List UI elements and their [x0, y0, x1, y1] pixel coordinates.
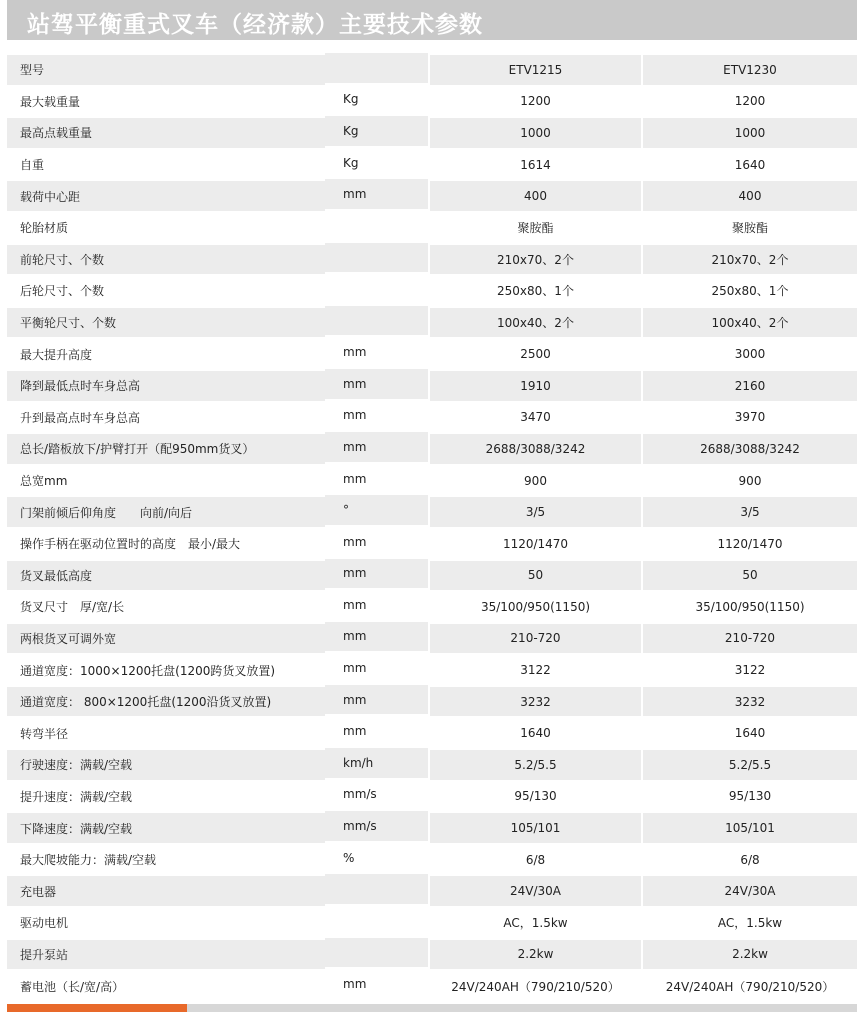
table-row — [7, 687, 857, 717]
spec-value-etv1230-cell: 400 — [641, 181, 857, 211]
spec-name-cell: 自重 — [20, 158, 45, 173]
spec-name-cell: 最大提升高度 — [20, 347, 93, 362]
title-bar — [7, 0, 857, 40]
spec-unit-cell: Kg — [343, 92, 359, 107]
spec-unit-cell: mm — [325, 559, 428, 589]
table-row — [7, 434, 857, 464]
spec-name-cell: 货叉最低高度 — [7, 561, 325, 591]
spec-value-etv1230-cell: 24V/30A — [641, 876, 857, 906]
spec-value-etv1215-cell: 6/8 — [428, 845, 641, 875]
spec-value-etv1230-cell: 210-720 — [641, 624, 857, 654]
table-row — [7, 529, 857, 559]
spec-unit-cell — [325, 938, 428, 968]
spec-value-etv1215-cell: 1640 — [428, 718, 641, 748]
spec-value-etv1230-cell: 250x80、1个 — [641, 276, 857, 306]
spec-value-etv1230-cell: 1640 — [641, 718, 857, 748]
spec-value-etv1215-cell: 2688/3088/3242 — [428, 434, 641, 464]
spec-value-etv1215-cell: 1200 — [428, 87, 641, 117]
spec-value-etv1230-cell: 35/100/950(1150) — [641, 592, 857, 622]
spec-value-etv1230-cell: 900 — [641, 466, 857, 496]
spec-value-etv1215-cell: 1910 — [428, 371, 641, 401]
spec-name-cell: 总长/踏板放下/护臂打开（配950mm货叉） — [7, 434, 325, 464]
footer-accent-bar — [7, 1004, 187, 1012]
spec-unit-cell: mm — [343, 471, 367, 486]
spec-unit-cell — [325, 874, 428, 904]
spec-unit-cell: % — [343, 850, 355, 865]
spec-unit-cell — [325, 274, 428, 304]
table-row — [7, 655, 857, 685]
table-row — [7, 971, 857, 1001]
spec-value-etv1215-cell: 3470 — [428, 403, 641, 433]
spec-value-etv1230-cell: AC，1.5kw — [641, 908, 857, 938]
table-row — [7, 181, 857, 211]
spec-unit-cell: mm — [325, 179, 428, 209]
spec-value-etv1230-cell: ETV1230 — [641, 55, 857, 85]
spec-value-etv1215-cell: 250x80、1个 — [428, 276, 641, 306]
spec-unit-cell: mm — [343, 661, 367, 676]
table-row — [7, 718, 857, 748]
spec-value-etv1215-cell: 5.2/5.5 — [428, 750, 641, 780]
table-row — [7, 845, 857, 875]
spec-value-etv1215-cell: 1120/1470 — [428, 529, 641, 559]
spec-value-etv1230-cell: 1000 — [641, 118, 857, 148]
table-row — [7, 592, 857, 622]
spec-value-etv1215-cell: 3122 — [428, 655, 641, 685]
table-row — [7, 308, 857, 338]
spec-value-etv1230-cell: 1120/1470 — [641, 529, 857, 559]
spec-value-etv1215-cell: 95/130 — [428, 782, 641, 812]
spec-value-etv1215-cell: 聚胺酯 — [428, 213, 641, 243]
table-row — [7, 466, 857, 496]
table-row — [7, 561, 857, 591]
spec-unit-cell: mm — [325, 369, 428, 399]
table-row — [7, 245, 857, 275]
spec-name-cell: 轮胎材质 — [20, 221, 69, 236]
spec-name-cell: 最大爬坡能力：满载/空载 — [20, 853, 157, 868]
spec-unit-cell — [325, 211, 428, 241]
spec-name-cell: 平衡轮尺寸、个数 — [7, 308, 325, 338]
spec-name-cell: 型号 — [7, 55, 325, 85]
spec-value-etv1215-cell: 2.2kw — [428, 940, 641, 970]
spec-value-etv1215-cell: ETV1215 — [428, 55, 641, 85]
spec-value-etv1230-cell: 3970 — [641, 403, 857, 433]
spec-value-etv1230-cell: 2160 — [641, 371, 857, 401]
spec-name-cell: 提升速度：满载/空载 — [20, 789, 133, 804]
spec-name-cell: 最大载重量 — [20, 94, 81, 109]
spec-value-etv1215-cell: 3232 — [428, 687, 641, 717]
spec-value-etv1215-cell: 24V/30A — [428, 876, 641, 906]
spec-name-cell: 蓄电池（长/宽/高） — [20, 979, 125, 994]
spec-unit-cell — [325, 53, 428, 83]
spec-name-cell: 转弯半径 — [20, 726, 69, 741]
table-row — [7, 940, 857, 970]
spec-name-cell: 升到最高点时车身总高 — [20, 410, 141, 425]
table-row — [7, 624, 857, 654]
spec-unit-cell: ° — [325, 495, 428, 525]
spec-value-etv1230-cell: 3/5 — [641, 497, 857, 527]
spec-value-etv1230-cell: 1200 — [641, 87, 857, 117]
spec-value-etv1215-cell: 400 — [428, 181, 641, 211]
spec-value-etv1215-cell: 24V/240AH（790/210/520） — [428, 971, 641, 1001]
table-row — [7, 213, 857, 243]
table-row — [7, 876, 857, 906]
spec-name-cell: 行驶速度：满载/空载 — [7, 750, 325, 780]
spec-value-etv1230-cell: 6/8 — [641, 845, 857, 875]
spec-value-etv1215-cell: 900 — [428, 466, 641, 496]
spec-unit-cell: mm — [343, 345, 367, 360]
spec-value-etv1215-cell: 105/101 — [428, 813, 641, 843]
spec-value-etv1230-cell: 2.2kw — [641, 940, 857, 970]
spec-value-etv1215-cell: 100x40、2个 — [428, 308, 641, 338]
spec-value-etv1230-cell: 3232 — [641, 687, 857, 717]
spec-value-etv1230-cell: 聚胺酯 — [641, 213, 857, 243]
spec-value-etv1215-cell: AC，1.5kw — [428, 908, 641, 938]
table-row — [7, 813, 857, 843]
spec-name-cell: 门架前倾后仰角度 向前/向后 — [7, 497, 325, 527]
spec-value-etv1215-cell: 35/100/950(1150) — [428, 592, 641, 622]
spec-unit-cell: mm — [343, 724, 367, 739]
spec-value-etv1230-cell: 24V/240AH（790/210/520） — [641, 971, 857, 1001]
spec-unit-cell: mm — [325, 432, 428, 462]
spec-unit-cell — [325, 306, 428, 336]
spec-name-cell: 通道宽度： 800×1200托盘(1200沿货叉放置) — [7, 687, 325, 717]
spec-name-cell: 载荷中心距 — [7, 181, 325, 211]
spec-unit-cell: mm — [325, 685, 428, 715]
spec-name-cell: 后轮尺寸、个数 — [20, 284, 105, 299]
spec-value-etv1230-cell: 1640 — [641, 150, 857, 180]
spec-value-etv1215-cell: 3/5 — [428, 497, 641, 527]
spec-value-etv1230-cell: 3000 — [641, 339, 857, 369]
spec-name-cell: 两根货叉可调外宽 — [7, 624, 325, 654]
spec-name-cell: 最高点载重量 — [7, 118, 325, 148]
spec-unit-cell — [325, 906, 428, 936]
spec-unit-cell: mm/s — [325, 811, 428, 841]
spec-value-etv1230-cell: 2688/3088/3242 — [641, 434, 857, 464]
table-row — [7, 150, 857, 180]
spec-value-etv1230-cell: 50 — [641, 561, 857, 591]
spec-unit-cell: km/h — [325, 748, 428, 778]
spec-name-cell: 操作手柄在驱动位置时的高度 最小/最大 — [20, 537, 241, 552]
table-row — [7, 782, 857, 812]
page-title: 站驾平衡重式叉车（经济款）主要技术参数 — [27, 12, 483, 38]
spec-name-cell: 提升泵站 — [7, 940, 325, 970]
footer-bar — [7, 1004, 857, 1012]
spec-value-etv1215-cell: 1000 — [428, 118, 641, 148]
spec-value-etv1215-cell: 1614 — [428, 150, 641, 180]
spec-value-etv1215-cell: 2500 — [428, 339, 641, 369]
table-row — [7, 908, 857, 938]
spec-value-etv1230-cell: 5.2/5.5 — [641, 750, 857, 780]
spec-name-cell: 前轮尺寸、个数 — [7, 245, 325, 275]
spec-name-cell: 货叉尺寸 厚/宽/长 — [20, 600, 125, 615]
spec-table — [7, 55, 857, 1003]
spec-value-etv1230-cell: 3122 — [641, 655, 857, 685]
table-row — [7, 339, 857, 369]
spec-value-etv1230-cell: 95/130 — [641, 782, 857, 812]
spec-name-cell: 通道宽度：1000×1200托盘(1200跨货叉放置) — [20, 663, 276, 678]
spec-unit-cell: Kg — [325, 116, 428, 146]
table-row — [7, 87, 857, 117]
spec-value-etv1215-cell: 210x70、2个 — [428, 245, 641, 275]
spec-unit-cell: mm — [343, 597, 367, 612]
table-row — [7, 497, 857, 527]
table-row — [7, 371, 857, 401]
spec-name-cell: 下降速度：满载/空载 — [7, 813, 325, 843]
spec-name-cell: 充电器 — [7, 876, 325, 906]
table-row — [7, 276, 857, 306]
spec-name-cell: 降到最低点时车身总高 — [7, 371, 325, 401]
spec-unit-cell: mm — [343, 534, 367, 549]
spec-value-etv1215-cell: 50 — [428, 561, 641, 591]
spec-unit-cell — [325, 243, 428, 273]
spec-unit-cell: mm — [343, 977, 367, 992]
table-row — [7, 750, 857, 780]
spec-name-cell: 驱动电机 — [20, 916, 69, 931]
spec-unit-cell: mm — [325, 622, 428, 652]
table-row — [7, 118, 857, 148]
spec-unit-cell: mm — [343, 408, 367, 423]
spec-unit-cell: mm/s — [343, 787, 377, 802]
spec-value-etv1230-cell: 210x70、2个 — [641, 245, 857, 275]
table-row — [7, 403, 857, 433]
spec-value-etv1230-cell: 105/101 — [641, 813, 857, 843]
spec-value-etv1215-cell: 210-720 — [428, 624, 641, 654]
spec-unit-cell: Kg — [343, 155, 359, 170]
spec-value-etv1230-cell: 100x40、2个 — [641, 308, 857, 338]
spec-name-cell: 总宽mm — [20, 474, 68, 489]
table-row — [7, 55, 857, 85]
